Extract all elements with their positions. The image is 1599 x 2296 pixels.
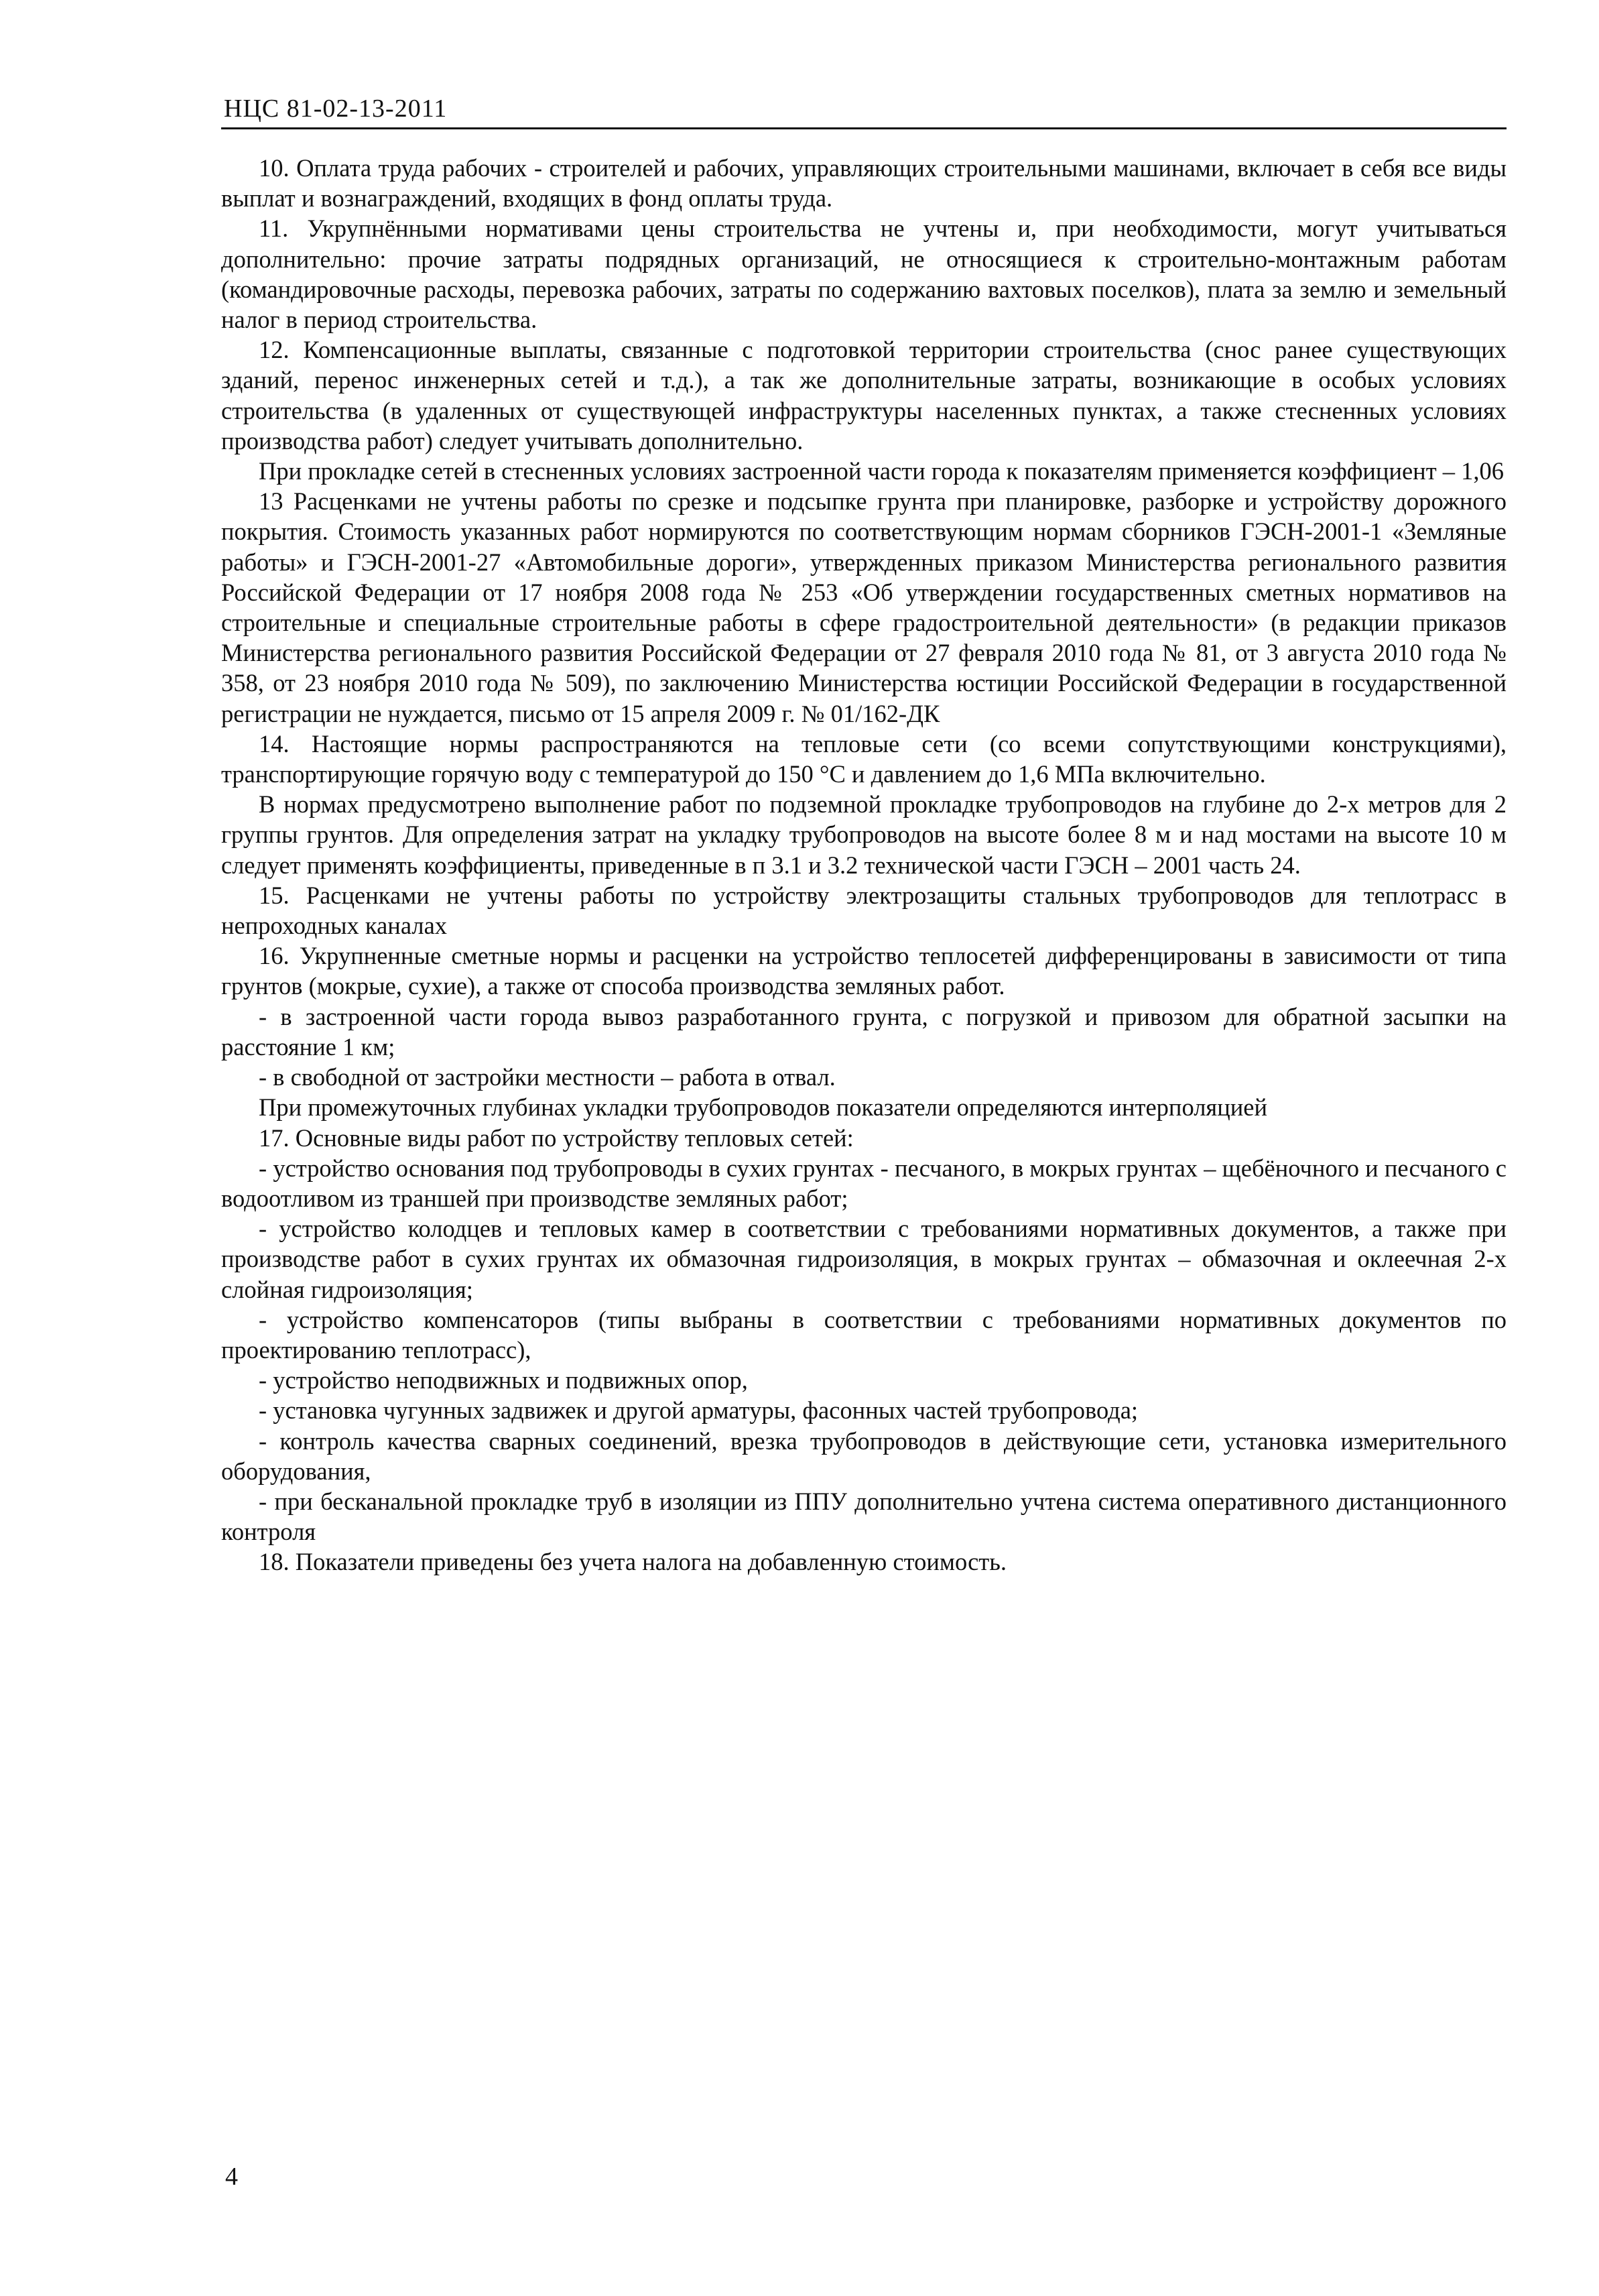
paragraph-16-differentiation: 16. Укрупненные сметные нормы и расценки на устройство теплосетей дифференцированы в зависимости от типа грунтов (мокрые, сухие), а также от способа производства земляных работ.: [221, 942, 1507, 1000]
list-item-supports: - устройство неподвижных и подвижных опор,: [259, 1366, 748, 1394]
header-rule: [221, 127, 1507, 129]
list-item-wells-chambers: - устройство колодцев и тепловых камер в соответствии с требованиями нормативных документов, а также при производстве работ в сухих грунтах их обмазочная гидроизоляция, в мокрых грунтах – обмазочная и оклеечная 2-х слойная гидроизоляция;: [221, 1215, 1507, 1303]
paragraph-interpolation: При промежуточных глубинах укладки трубопроводов показатели определяются интерполяцией: [259, 1093, 1268, 1122]
paragraph-14-depth: В нормах предусмотрено выполнение работ по подземной прокладке трубопроводов на глубине до 2-х метров для 2 группы грунтов. Для определения затрат на укладку трубопроводов на высоте более 8 м и над мостами на высоте 10 м следует применять коэффициенты, приведенные в п 3.1 и 3.2 технической части ГЭСН – 2001 часть 24.: [221, 790, 1507, 879]
list-item-ppu-control: - при бесканальной прокладке труб в изоляции из ППУ дополнительно учтена система оперативного дистанционного контроля: [221, 1487, 1507, 1546]
paragraph-18-vat: 18. Показатели приведены без учета налога на добавленную стоимость.: [259, 1548, 1007, 1576]
list-item-compensators: - устройство компенсаторов (типы выбраны в соответствии с требованиями нормативных документов по проектированию теплотрасс),: [221, 1305, 1507, 1364]
page-number: 4: [225, 2163, 238, 2191]
document-code: НЦС 81-02-13-2011: [224, 95, 448, 123]
paragraph-14-scope: 14. Настоящие нормы распространяются на тепловые сети (со всеми сопутствующими конструкциями), транспортирующие горячую воду с температурой до 150 °С и давлением до 1,6 МПа включительно.: [221, 729, 1507, 788]
list-item-urban-soil: - в застроенной части города вывоз разработанного грунта, с погрузкой и привозом для обратной засыпки на расстояние 1 км;: [221, 1002, 1507, 1061]
list-item-foundation: - устройство основания под трубопроводы в сухих грунтах - песчаного, в мокрых грунтах – щебёночного и песчаного с водоотливом из траншей при производстве земляных работ;: [221, 1154, 1507, 1212]
document-body: [221, 153, 1507, 1577]
paragraph-13-ground-works: 13 Расценками не учтены работы по срезке и подсыпке грунта при планировке, разборке и устройству дорожного покрытия. Стоимость указанных работ нормируются по соответствующим нормам сборников ГЭСН-2001-1 «Земляные работы» и ГЭСН-2001-27 «Автомобильные дороги», утвержденных приказом Министерства регионального развития Российской Федерации от 17 ноября 2008 года № 253 «Об утверждении государственных сметных нормативов на строительные и специальные строительные работы в сфере градостроительной деятельности» (в редакции приказов Министерства регионального развития Российской Федерации от 27 февраля 2010 года № 81, от 3 августа 2010 года № 358, от 23 ноября 2010 года № 509), по заключению Министерства юстиции Российской Федерации в государственной регистрации не нуждается, письмо от 15 апреля 2009 г. № 01/162-ДК: [221, 487, 1507, 727]
list-item-weld-control: - контроль качества сварных соединений, врезка трубопроводов в действующие сети, установка измерительного оборудования,: [221, 1427, 1507, 1485]
list-item-valves: - установка чугунных задвижек и другой арматуры, фасонных частей трубопровода;: [259, 1396, 1139, 1425]
paragraph-17-main-works: 17. Основные виды работ по устройству тепловых сетей:: [259, 1124, 854, 1152]
paragraph-10-labor-pay: 10. Оплата труда рабочих - строителей и рабочих, управляющих строительными машинами, включает в себя все виды выплат и вознаграждений, входящих в фонд оплаты труда.: [221, 154, 1507, 213]
page-header: [221, 94, 1507, 131]
paragraph-15-electroprotection: 15. Расценками не учтены работы по устройству электрозащиты стальных трубопроводов для теплотрасс в непроходных каналах: [221, 881, 1507, 940]
paragraph-12-compensation: 12. Компенсационные выплаты, связанные с подготовкой территории строительства (снос ранее существующих зданий, перенос инженерных сетей и т.д.), а так же дополнительные затраты, возникающие в особых условиях строительства (в удаленных от существующей инфраструктуры населенных пунктах, а также стесненных условиях производства работ) следует учитывать дополнительно.: [221, 336, 1507, 455]
paragraph-11-not-included-costs: 11. Укрупнёнными нормативами цены строительства не учтены и, при необходимости, могут учитываться дополнительно: прочие затраты подрядных организаций, не относящиеся к строительно-монтажным работам (командировочные расходы, перевозка рабочих, затраты по содержанию вахтовых поселков), плата за землю и земельный налог в период строительства.: [221, 215, 1507, 334]
paragraph-12-coefficient: При прокладке сетей в стесненных условиях застроенной части города к показателям применяется коэффициент – 1,06: [259, 457, 1505, 485]
list-item-free-area: - в свободной от застройки местности – работа в отвал.: [259, 1063, 836, 1091]
